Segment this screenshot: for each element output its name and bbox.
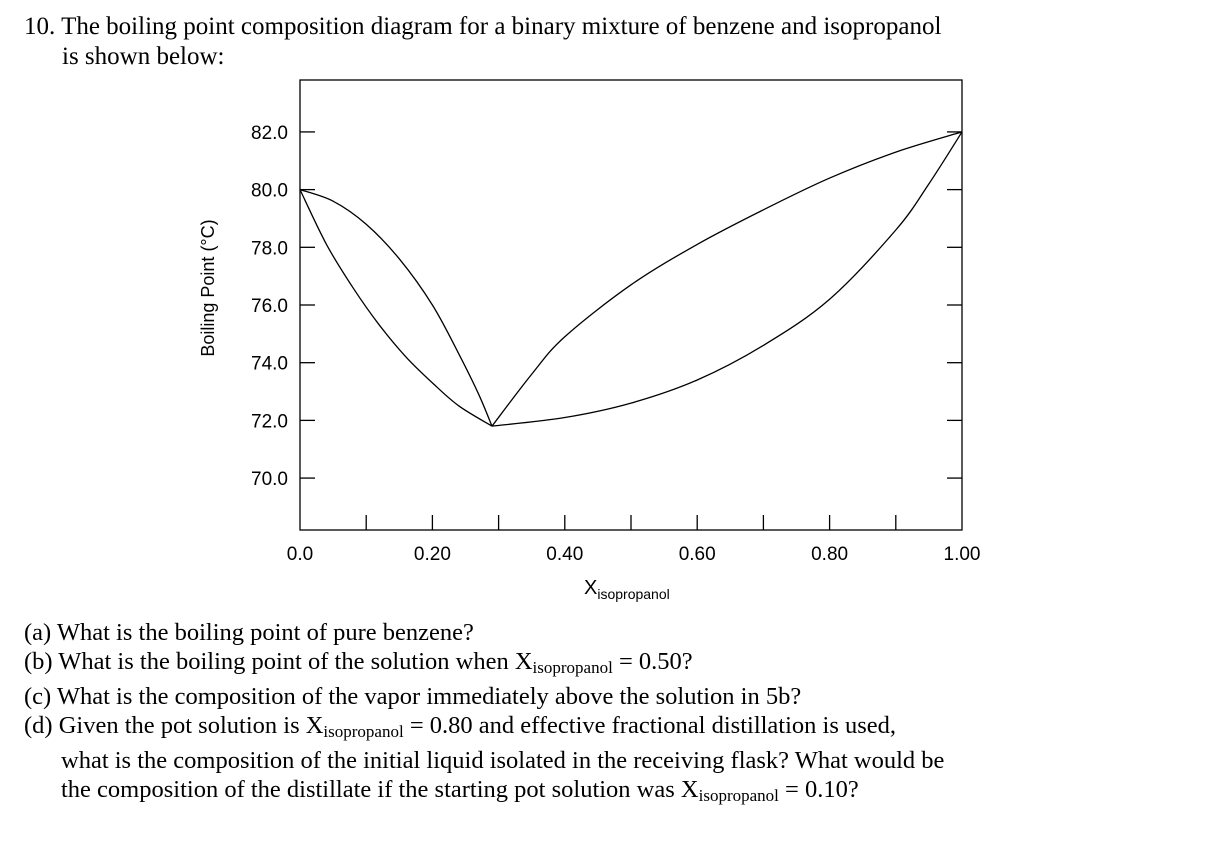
y-tick-label: 82.0 (251, 122, 288, 144)
curve-vapor-right (492, 132, 962, 426)
x-tick-label: 1.00 (943, 544, 981, 565)
y-axis-label: Boiling Point (°C) (198, 219, 218, 357)
question-line-2: is shown below: (62, 43, 225, 70)
phase-curves (300, 132, 962, 426)
y-tick-label: 80.0 (251, 180, 288, 202)
curve-vapor-left (300, 190, 492, 427)
question-d3-subscript: isopropanol (698, 786, 779, 805)
question-d-text: (d) Given the pot solution is X (24, 712, 324, 739)
question-d-line-2: what is the composition of the initial liquid isolated in the receiving flask? What would be (61, 747, 945, 774)
question-b-value: = 0.50? (612, 648, 693, 675)
curve-liquid-left (300, 190, 492, 427)
x-axis-label-sub: isopropanol (597, 586, 670, 602)
question-d (24, 711, 1219, 746)
x-tick-label: 0.40 (546, 544, 584, 565)
question-list (24, 618, 1219, 810)
question-d3-value: = 0.10? (778, 776, 859, 803)
y-tick-label: 78.0 (251, 238, 288, 260)
question-d3-text: the composition of the distillate if the starting pot solution was X (61, 776, 699, 803)
question-b (24, 647, 1219, 682)
x-tick-label: 0.20 (413, 544, 451, 565)
question-b-text: (b) What is the boiling point of the solution when X (24, 648, 533, 675)
question-b-subscript: isopropanol (532, 658, 613, 677)
x-tick-label: 0.80 (811, 544, 849, 565)
question-a: (a) What is the boiling point of pure benzene? (24, 619, 474, 646)
question-d-line-3 (24, 775, 1219, 810)
question-c: (c) What is the composition of the vapor immediately above the solution in 5b? (24, 683, 802, 710)
question-d-subscript: isopropanol (323, 722, 404, 741)
x-axis-label-main: X (584, 577, 598, 599)
curve-liquid-right (492, 132, 962, 426)
x-tick-label: 0.60 (678, 544, 716, 565)
y-tick-label: 74.0 (251, 353, 288, 375)
question-d-value: = 0.80 and effective fractional distillation is used, (403, 712, 897, 739)
x-axis-label (584, 577, 670, 602)
x-axis-ticks (287, 515, 981, 565)
y-tick-label: 76.0 (251, 296, 288, 317)
x-tick-label: 0.0 (286, 544, 314, 565)
question-line-1: The boiling point composition diagram for a binary mixture of benzene and isopropanol (61, 13, 942, 40)
y-tick-label: 72.0 (251, 411, 288, 433)
plot-frame (300, 80, 962, 530)
question-number: 10. (24, 13, 56, 40)
y-tick-label: 70.0 (251, 469, 288, 491)
y-axis-ticks (251, 123, 962, 490)
